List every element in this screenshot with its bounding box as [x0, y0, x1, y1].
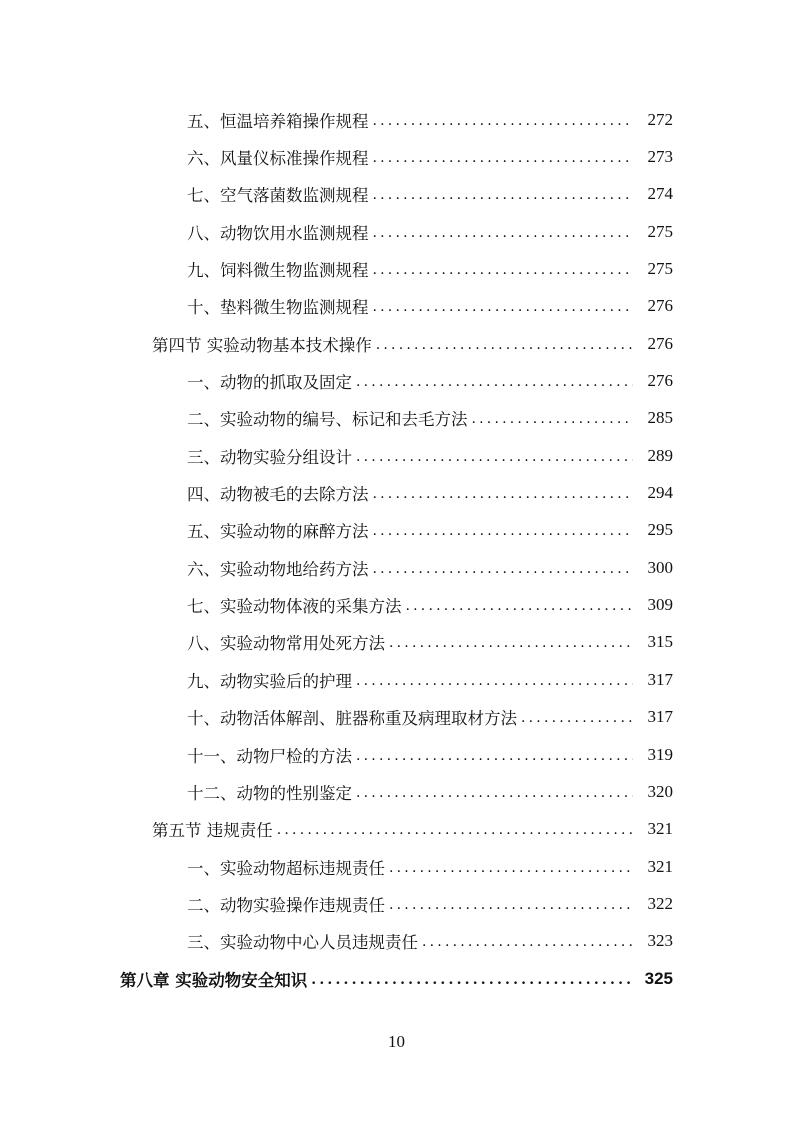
- toc-entry-page: 317: [647, 707, 673, 727]
- toc-subsection-entry[interactable]: [0, 773, 793, 810]
- toc-entry-title: 九、动物实验后的护理: [187, 671, 352, 691]
- dot-leader: [356, 449, 633, 465]
- toc-entry-title: 五、实验动物的麻醉方法: [187, 522, 369, 542]
- toc-subsection-entry[interactable]: [0, 138, 793, 175]
- toc-subsection-entry[interactable]: [0, 586, 793, 623]
- toc-entry-title: 第五节 违规责任: [152, 821, 273, 841]
- toc-subsection-entry[interactable]: [0, 699, 793, 736]
- toc-subsection-entry[interactable]: [0, 736, 793, 773]
- toc-subsection-entry[interactable]: [0, 213, 793, 250]
- toc-entry-title: 一、实验动物超标违规责任: [187, 858, 385, 878]
- toc-entry-title: 五、恒温培养箱操作规程: [187, 111, 369, 131]
- dot-leader: [277, 822, 633, 838]
- dot-leader: [373, 225, 634, 241]
- toc-entry-title: 十一、动物尸检的方法: [187, 746, 352, 766]
- table-of-contents: [0, 101, 793, 997]
- dot-leader: [311, 972, 633, 988]
- toc-entry-page: 295: [647, 520, 673, 540]
- toc-entry-page: 323: [647, 931, 673, 951]
- toc-entry-page: 272: [647, 109, 673, 129]
- toc-entry-page: 294: [647, 483, 673, 503]
- toc-entry-page: 325: [644, 968, 673, 988]
- dot-leader: [373, 187, 634, 203]
- toc-subsection-entry[interactable]: [0, 437, 793, 474]
- toc-entry-page: 274: [647, 184, 673, 204]
- toc-section-entry[interactable]: [0, 811, 793, 848]
- toc-entry-title: 七、空气落菌数监测规程: [187, 186, 369, 206]
- toc-subsection-entry[interactable]: [0, 101, 793, 138]
- toc-entry-title: 十二、动物的性别鉴定: [187, 783, 352, 803]
- toc-entry-page: 285: [647, 408, 673, 428]
- toc-entry-title: 七、实验动物体液的采集方法: [187, 597, 402, 617]
- dot-leader: [389, 897, 633, 913]
- toc-subsection-entry[interactable]: [0, 400, 793, 437]
- toc-entry-title: 六、风量仪标准操作规程: [187, 149, 369, 169]
- toc-entry-title: 十、垫料微生物监测规程: [187, 298, 369, 318]
- toc-entry-page: 320: [647, 781, 673, 801]
- toc-entry-title: 九、饲料微生物监测规程: [187, 261, 369, 281]
- toc-entry-title: 十、动物活体解剖、脏器称重及病理取材方法: [187, 709, 517, 729]
- dot-leader: [373, 523, 634, 539]
- dot-leader: [373, 262, 634, 278]
- toc-subsection-entry[interactable]: [0, 250, 793, 287]
- dot-leader: [472, 411, 634, 427]
- toc-subsection-entry[interactable]: [0, 923, 793, 960]
- toc-subsection-entry[interactable]: [0, 474, 793, 511]
- toc-entry-title: 第四节 实验动物基本技术操作: [152, 335, 372, 355]
- toc-subsection-entry[interactable]: [0, 848, 793, 885]
- dot-leader: [422, 934, 633, 950]
- toc-entry-title: 四、动物被毛的去除方法: [187, 485, 369, 505]
- dot-leader: [356, 374, 633, 390]
- toc-subsection-entry[interactable]: [0, 362, 793, 399]
- toc-subsection-entry[interactable]: [0, 176, 793, 213]
- toc-entry-title: 六、实验动物地给药方法: [187, 559, 369, 579]
- toc-entry-title: 八、动物饮用水监测规程: [187, 223, 369, 243]
- toc-entry-page: 321: [647, 856, 673, 876]
- toc-entry-page: 273: [647, 147, 673, 167]
- toc-entry-page: 322: [647, 893, 673, 913]
- dot-leader: [389, 860, 633, 876]
- toc-entry-page: 317: [647, 669, 673, 689]
- dot-leader: [373, 486, 634, 502]
- toc-entry-page: 276: [647, 333, 673, 353]
- toc-entry-title: 三、实验动物中心人员违规责任: [187, 933, 418, 953]
- toc-entry-title: 一、动物的抓取及固定: [187, 373, 352, 393]
- toc-section-entry[interactable]: [0, 325, 793, 362]
- dot-leader: [373, 299, 634, 315]
- toc-entry-page: 321: [647, 819, 673, 839]
- toc-subsection-entry[interactable]: [0, 549, 793, 586]
- toc-entry-title: 八、实验动物常用处死方法: [187, 634, 385, 654]
- dot-leader: [356, 673, 633, 689]
- toc-subsection-entry[interactable]: [0, 624, 793, 661]
- toc-entry-title: 第八章 实验动物安全知识: [120, 970, 308, 990]
- toc-subsection-entry[interactable]: [0, 512, 793, 549]
- toc-subsection-entry[interactable]: [0, 885, 793, 922]
- dot-leader: [376, 337, 633, 353]
- toc-entry-title: 二、动物实验操作违规责任: [187, 895, 385, 915]
- page-number: 10: [388, 1032, 405, 1051]
- toc-entry-page: 275: [647, 259, 673, 279]
- dot-leader: [373, 150, 634, 166]
- toc-entry-title: 二、实验动物的编号、标记和去毛方法: [187, 410, 468, 430]
- dot-leader: [373, 113, 634, 129]
- toc-chapter-entry[interactable]: [0, 960, 793, 997]
- toc-entry-page: 309: [647, 595, 673, 615]
- dot-leader: [373, 561, 634, 577]
- dot-leader: [356, 785, 633, 801]
- dot-leader: [389, 635, 633, 651]
- dot-leader: [521, 710, 633, 726]
- toc-entry-page: 319: [647, 744, 673, 764]
- toc-entry-title: 三、动物实验分组设计: [187, 447, 352, 467]
- dot-leader: [406, 598, 634, 614]
- toc-entry-page: 275: [647, 221, 673, 241]
- dot-leader: [356, 748, 633, 764]
- toc-entry-page: 300: [647, 557, 673, 577]
- toc-entry-page: 315: [647, 632, 673, 652]
- toc-entry-page: 276: [647, 296, 673, 316]
- toc-entry-page: 289: [647, 445, 673, 465]
- toc-subsection-entry[interactable]: [0, 661, 793, 698]
- toc-subsection-entry[interactable]: [0, 288, 793, 325]
- toc-entry-page: 276: [647, 371, 673, 391]
